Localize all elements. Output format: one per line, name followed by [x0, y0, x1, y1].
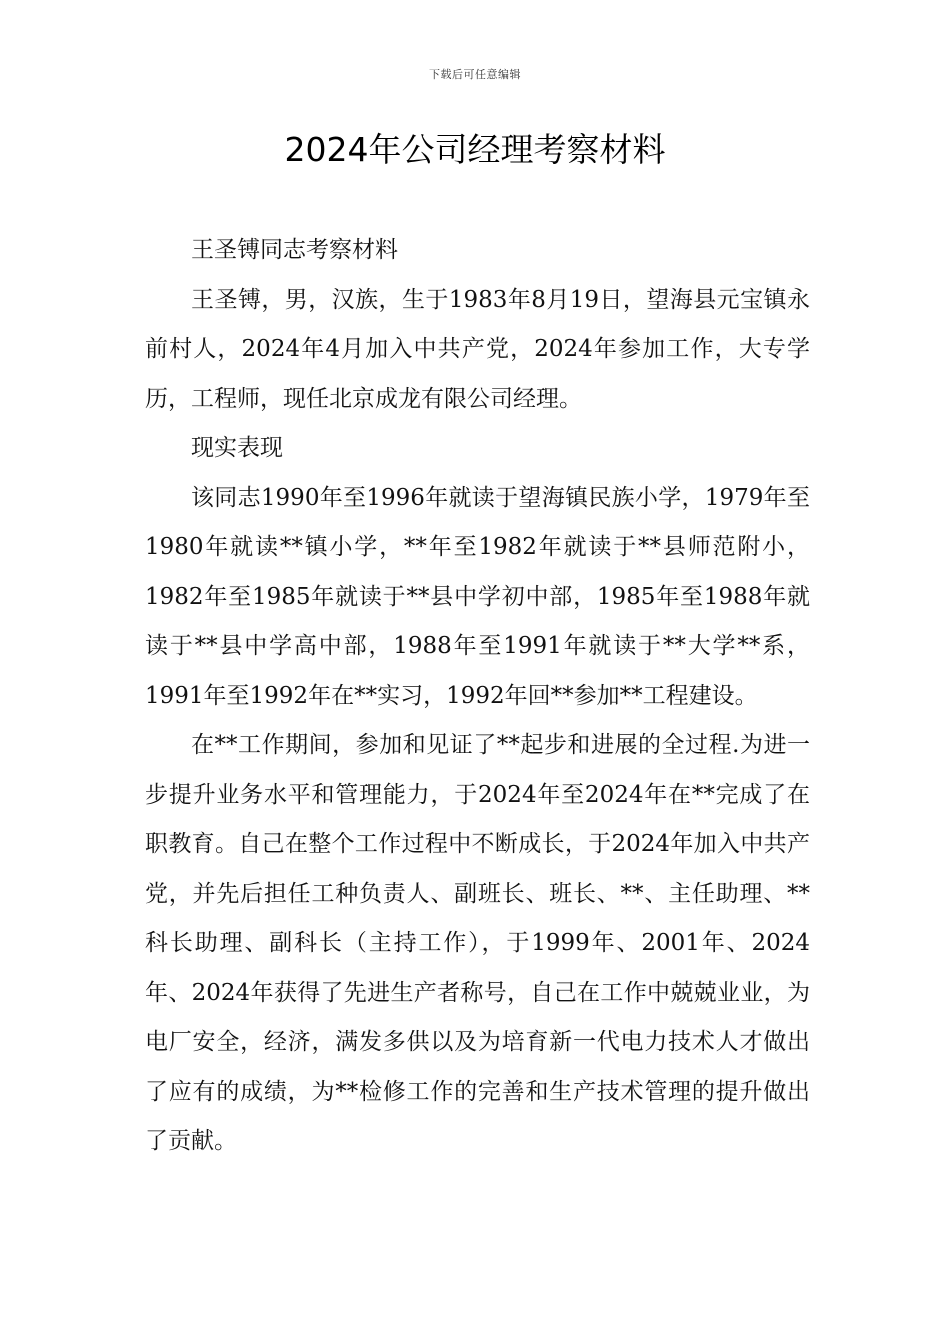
- section-heading-performance: 现实表现: [191, 435, 283, 461]
- header-note: 下载后可任意编辑: [429, 68, 521, 81]
- paragraph-profile: 王圣镈，男，汉族，生于1983年8月19日，望海县元宝镇永前村人，2024年4月加入中共产党，2024年参加工作，大专学历，工程师，现任北京成龙有限公司经理。: [145, 286, 810, 412]
- section-heading-subject: 王圣镈同志考察材料: [191, 237, 398, 263]
- document-title: 2024年公司经理考察材料: [284, 130, 666, 169]
- document-body: [145, 226, 810, 1167]
- paragraph-education: 该同志1990年至1996年就读于望海镇民族小学，1979年至1980年就读**镇小学，**年至1982年就读于**县师范附小，1982年至1985年就读于**县中学初中部，1985年至1988年就读于**县中学高中部，1988年至1991年就读于**大学**系，1991年至1992年在**实习，1992年回**参加**工程建设。: [145, 484, 810, 709]
- paragraph-work-history: 在**工作期间，参加和见证了**起步和进展的全过程.为进一步提升业务水平和管理能力，于2024年至2024年在**完成了在职教育。自己在整个工作过程中不断成长，于2024年加入中共产党，并先后担任工种负责人、副班长、班长、**、主任助理、**科长助理、副科长（主持工作），于1999年、2001年、2024年、2024年获得了先进生产者称号，自己在工作中兢兢业业，为电厂安全，经济，满发多供以及为培育新一代电力技术人才做出了应有的成绩，为**检修工作的完善和生产技术管理的提升做出了贡献。: [145, 732, 810, 1154]
